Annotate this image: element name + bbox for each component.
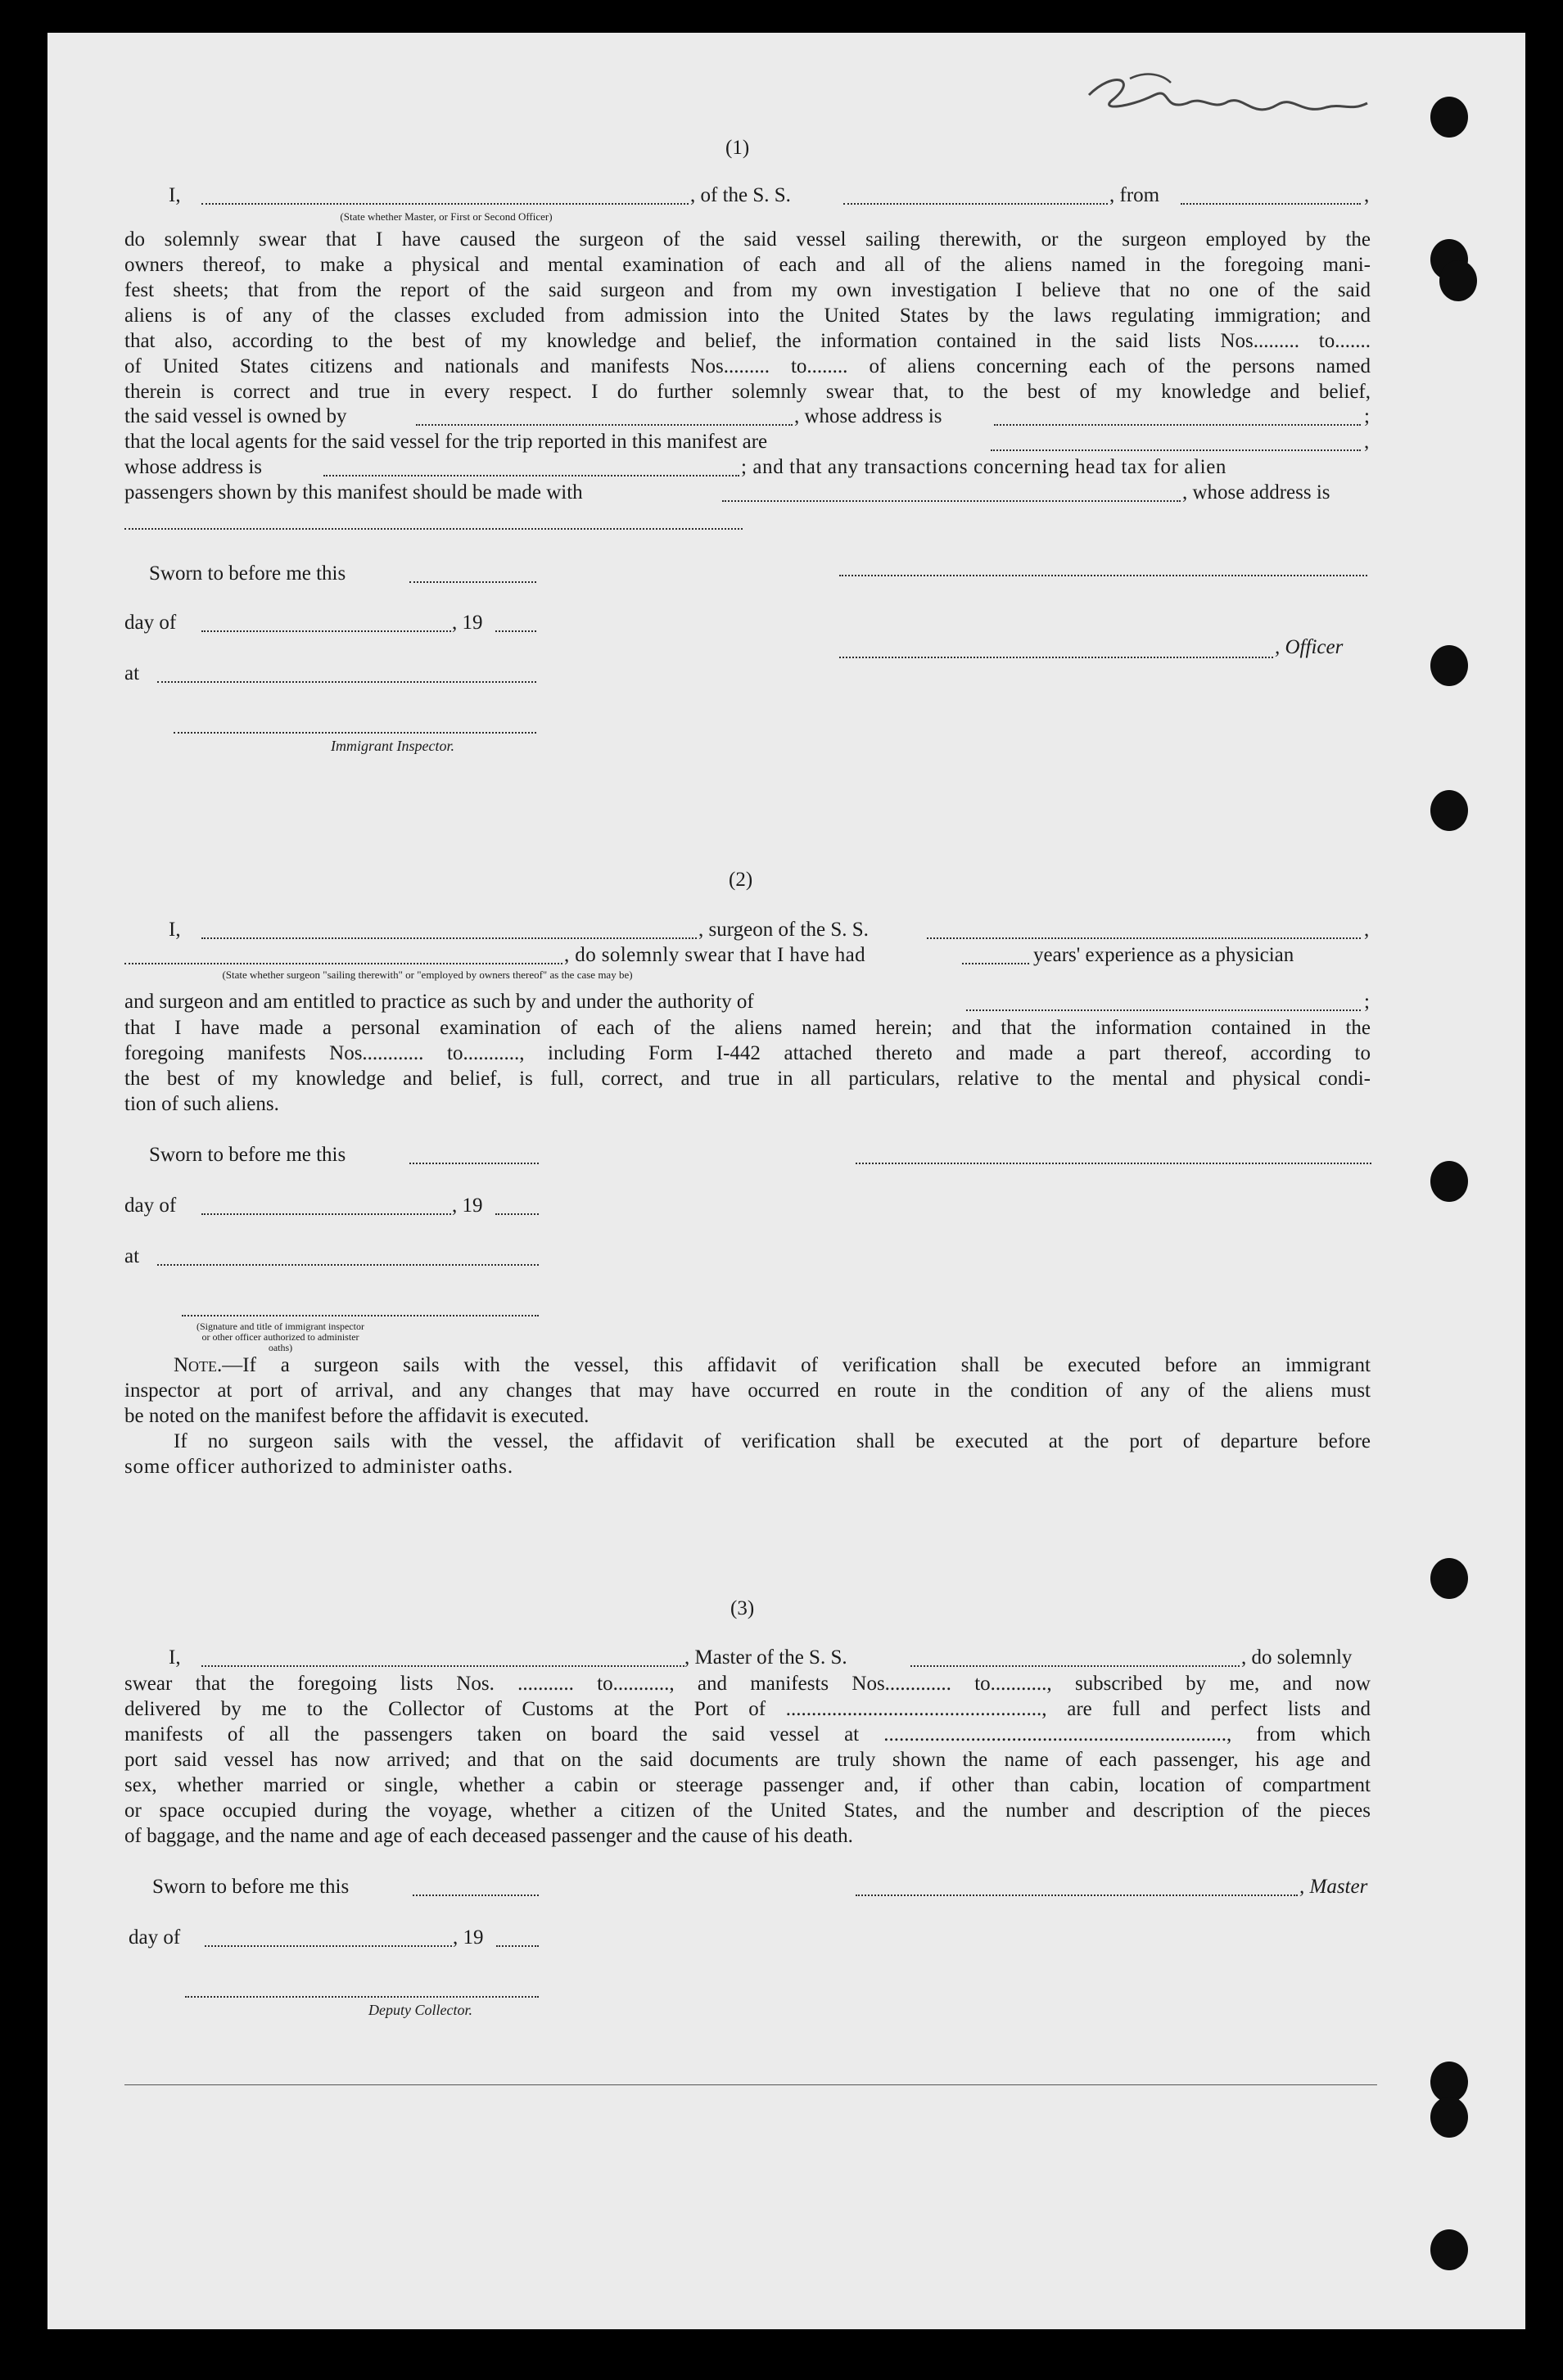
vessel-name-blank bbox=[843, 203, 1108, 205]
passengers-label: passengers shown by this manifest should be made with bbox=[124, 481, 583, 504]
note-label: Note. bbox=[174, 1354, 223, 1376]
do-solemnly-label: , do solemnly swear that I have had bbox=[564, 944, 866, 966]
collector-label: Deputy Collector. bbox=[368, 2002, 472, 2018]
punch-hole bbox=[1430, 97, 1468, 138]
owned-by-label: the said vessel is owned by bbox=[124, 405, 347, 427]
sworn-date-blank bbox=[409, 581, 536, 583]
at-label: at bbox=[124, 662, 140, 684]
master-vessel-blank bbox=[910, 1665, 1240, 1667]
body-line: of baggage, and the name and age of each deceased passenger and the cause of his death. bbox=[124, 1825, 853, 1847]
inspector-label: Immigrant Inspector. bbox=[331, 738, 454, 754]
at-place-blank bbox=[157, 681, 536, 683]
bottom-rule bbox=[124, 2084, 1377, 2085]
agents-address-blank bbox=[323, 475, 739, 476]
sworn-label: Sworn to before me this bbox=[149, 1144, 346, 1166]
sworn-label: Sworn to before me this bbox=[149, 562, 346, 585]
day-of-label: day of bbox=[124, 1195, 177, 1217]
note-line: some officer authorized to administer oaths. bbox=[124, 1456, 513, 1478]
body-line: that also, according to the best of my knowledge and belief, the information contained in the said lists Nos......... to....... bbox=[124, 330, 1371, 352]
note-line: be noted on the manifest before the affidavit is executed. bbox=[124, 1405, 590, 1427]
body-line: port said vessel has now arrived; and that on the said documents are truly shown the name of each passenger, his age and bbox=[124, 1749, 1371, 1771]
head-tax-text: ; and that any transactions concerning head tax for alien bbox=[741, 456, 1227, 478]
at-place-blank bbox=[157, 1264, 539, 1266]
local-agents-blank bbox=[991, 449, 1361, 451]
year-label: , 19 bbox=[453, 1926, 484, 1949]
sworn-date-blank bbox=[413, 1895, 539, 1896]
section2-number: (2) bbox=[729, 869, 753, 891]
body-line: therein is correct and true in every respect. I do further solemnly swear that, to the best of my knowledge and belief, bbox=[124, 381, 1371, 403]
do-solemnly-label: , do solemnly bbox=[1241, 1646, 1353, 1669]
authority-blank bbox=[966, 1009, 1361, 1011]
section1-i-label: I, bbox=[169, 184, 181, 206]
surgeon-signature-blank bbox=[856, 1163, 1371, 1164]
day-of-label: day of bbox=[129, 1926, 181, 1949]
note-line: inspector at port of arrival, and any changes that may have occurred en route in the condition of any of the aliens must bbox=[124, 1380, 1371, 1402]
officer-title-blank bbox=[839, 657, 1273, 658]
section1-number: (1) bbox=[725, 137, 750, 159]
years-experience-label: years' experience as a physician bbox=[1033, 944, 1294, 966]
year-label: , 19 bbox=[452, 612, 483, 634]
surgeon-caption: (State whether surgeon "sailing therewith" or "employed by owners thereof" as the case may be) bbox=[222, 969, 633, 981]
day-blank bbox=[201, 1213, 451, 1215]
surgeon-name-blank bbox=[201, 937, 697, 939]
owner-address-blank bbox=[994, 424, 1361, 426]
section2-i-label: I, bbox=[169, 919, 181, 941]
officer-rank-blank bbox=[201, 203, 689, 205]
year-label: , 19 bbox=[452, 1195, 483, 1217]
body-line: tion of such aliens. bbox=[124, 1093, 279, 1115]
whose-address-end: , whose address is bbox=[1182, 481, 1330, 504]
body-line: manifests of all the passengers taken on board the said vessel at ..................................................................., from which bbox=[124, 1723, 1371, 1745]
punch-hole bbox=[1430, 2097, 1468, 2138]
body-line: foregoing manifests Nos............ to..........., including Form I-442 attached thereto and made a part thereof, according to bbox=[124, 1042, 1371, 1064]
body-line: aliens is of any of the classes excluded from admission into the United States by the laws regulating immigration; and bbox=[124, 305, 1371, 327]
punch-hole bbox=[1439, 260, 1477, 301]
sworn-date-blank bbox=[409, 1163, 539, 1164]
punch-hole bbox=[1430, 790, 1468, 831]
body-line: owners thereof, to make a physical and mental examination of each and all of the aliens named in the foregoing mani- bbox=[124, 254, 1371, 276]
officer-label: , Officer bbox=[1275, 636, 1344, 658]
day-blank bbox=[205, 1945, 452, 1947]
owner-blank bbox=[416, 424, 793, 426]
signer-signature-blank bbox=[182, 1315, 539, 1316]
master-signature-blank bbox=[856, 1895, 1298, 1896]
inspector-signature-blank bbox=[174, 732, 536, 734]
note-text: —If a surgeon sails with the vessel, this affidavit of verification shall be executed before an immigrant bbox=[222, 1354, 1371, 1376]
rank-caption: (State whether Master, or First or Second Officer) bbox=[340, 210, 553, 223]
master-name-blank bbox=[201, 1665, 684, 1667]
comma: , bbox=[1364, 431, 1370, 453]
semicolon: ; bbox=[1364, 405, 1370, 427]
body-line: that I have made a personal examination of each of the aliens named herein; and that the information contained in the bbox=[124, 1017, 1371, 1039]
body-line: do solemnly swear that I have caused the surgeon of the said vessel sailing therewith, or the surgeon employed by the bbox=[124, 228, 1371, 251]
master-of-label: , Master of the S. S. bbox=[684, 1646, 847, 1669]
section3-i-label: I, bbox=[169, 1646, 181, 1669]
authority-label: and surgeon and am entitled to practice as such by and under the authority of bbox=[124, 991, 754, 1013]
body-line: delivered by me to the Collector of Customs at the Port of .................................................., are full and perfect lists and bbox=[124, 1698, 1371, 1720]
year-blank bbox=[495, 630, 536, 632]
punch-hole bbox=[1430, 1161, 1468, 1202]
owner-address-label: , whose address is bbox=[794, 405, 942, 427]
punch-hole bbox=[1430, 645, 1468, 686]
body-line: swear that the foregoing lists Nos. ........... to..........., and manifests Nos............. to..........., subscribed by me, and now bbox=[124, 1673, 1371, 1695]
semicolon: ; bbox=[1364, 991, 1370, 1013]
handwritten-signature bbox=[1081, 62, 1408, 136]
head-tax-contact-blank bbox=[722, 500, 1181, 502]
of-ss-label: , of the S. S. bbox=[690, 184, 791, 206]
note-line bbox=[174, 1353, 1371, 1378]
surgeon-of-label: , surgeon of the S. S. bbox=[698, 919, 869, 941]
section3-number: (3) bbox=[730, 1597, 755, 1619]
body-line: sex, whether married or single, whether a cabin or steerage passenger and, if other than cabin, location of compartment bbox=[124, 1774, 1371, 1796]
signer-caption: (Signature and title of immigrant inspector or other officer authorized to administer oaths) bbox=[197, 1321, 364, 1353]
body-line: the best of my knowledge and belief, is full, correct, and true in all particulars, relative to the mental and physical condi- bbox=[124, 1068, 1371, 1090]
line-end-comma: , bbox=[1364, 184, 1370, 206]
comma: , bbox=[1364, 919, 1370, 941]
body-line: or space occupied during the voyage, whether a citizen of the United States, and the number and description of the pieces bbox=[124, 1800, 1371, 1822]
local-agents-label: that the local agents for the said vessel for the trip reported in this manifest are bbox=[124, 431, 768, 453]
whose-address-label: whose address is bbox=[124, 456, 263, 478]
master-label: , Master bbox=[1299, 1876, 1368, 1898]
from-label: , from bbox=[1109, 184, 1160, 206]
sworn-label: Sworn to before me this bbox=[152, 1876, 350, 1898]
punch-hole bbox=[1430, 1558, 1468, 1599]
surgeon-vessel-blank bbox=[927, 937, 1361, 939]
punch-hole bbox=[1430, 2229, 1468, 2270]
day-blank bbox=[201, 630, 451, 632]
officer-signature-blank bbox=[839, 575, 1367, 576]
at-label: at bbox=[124, 1245, 140, 1267]
day-of-label: day of bbox=[124, 612, 177, 634]
years-blank bbox=[962, 963, 1029, 964]
body-line: of United States citizens and nationals and manifests Nos......... to........ of aliens concerning each of the persons named bbox=[124, 355, 1371, 377]
surgeon-status-blank bbox=[124, 963, 562, 964]
contact-address-blank bbox=[124, 528, 743, 530]
collector-signature-blank bbox=[185, 1996, 539, 1998]
body-line: fest sheets; that from the report of the said surgeon and from my own investigation I believe that no one of the said bbox=[124, 279, 1371, 301]
year-blank bbox=[496, 1945, 539, 1947]
year-blank bbox=[495, 1213, 539, 1215]
port-from-blank bbox=[1181, 203, 1361, 205]
note-line: If no surgeon sails with the vessel, the affidavit of verification shall be executed at the port of departure before bbox=[174, 1430, 1371, 1452]
